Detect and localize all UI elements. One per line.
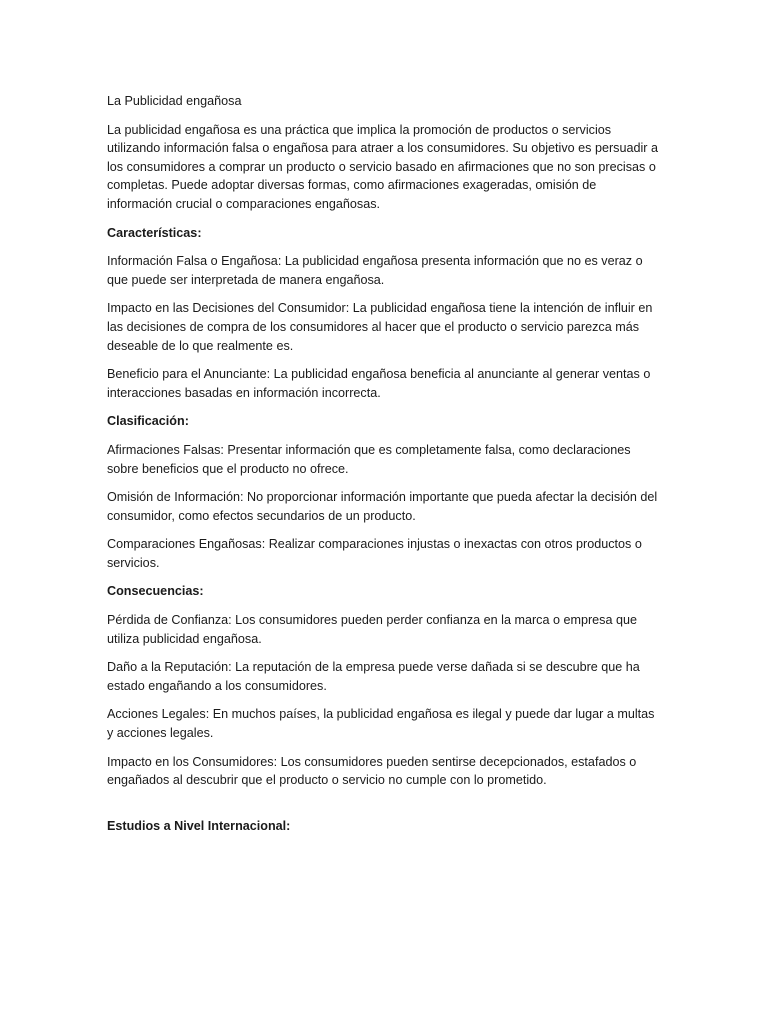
document-page xyxy=(107,92,662,845)
section-heading-caracteristicas: Características: xyxy=(107,225,202,240)
section-heading-clasificacion: Clasificación: xyxy=(107,414,189,429)
section-heading-estudios: Estudios a Nivel Internacional: xyxy=(107,818,291,833)
intro-paragraph: La publicidad engañosa es una práctica que implica la promoción de productos o servicios utilizando información falsa o engañosa para atraer a los consumidores. Su objetivo es persuadir a los consumidores a comprar un producto o servicio basado en afirmaciones que no son precisas o completas. Puede adoptar diversas formas, como afirmaciones exageradas, omisión de información crucial o comparaciones engañosas. xyxy=(107,122,658,211)
section-item: Daño a la Reputación: La reputación de la empresa puede verse dañada si se descubre que ha estado engañando a los consumidores. xyxy=(107,660,640,693)
section-item: Omisión de Información: No proporcionar información importante que pueda afectar la decisión del consumidor, como efectos secundarios de un producto. xyxy=(107,490,658,523)
section-item: Pérdida de Confianza: Los consumidores pueden perder confianza en la marca o empresa que utiliza publicidad engañosa. xyxy=(107,613,637,646)
section-item: Acciones Legales: En muchos países, la publicidad engañosa es ilegal y puede dar lugar a multas y acciones legales. xyxy=(107,707,655,741)
section-item: Impacto en las Decisiones del Consumidor: La publicidad engañosa tiene la intención de influir en las decisiones de compra de los consumidores al hacer que el producto o servicio parezca más deseable de lo que realmente es. xyxy=(107,301,653,353)
document-title: La Publicidad engañosa xyxy=(107,94,242,108)
section-item: Beneficio para el Anunciante: La publicidad engañosa beneficia al anunciante al generar ventas o interacciones basadas en información incorrecta. xyxy=(107,367,651,400)
section-item: Información Falsa o Engañosa: La publicidad engañosa presenta información que no es veraz o que puede ser interpretada de manera engañosa. xyxy=(107,254,643,287)
section-item: Afirmaciones Falsas: Presentar información que es completamente falsa, como declaraciones sobre beneficios que el producto no ofrece. xyxy=(107,442,631,476)
section-heading-consecuencias: Consecuencias: xyxy=(107,584,204,599)
section-item: Impacto en los Consumidores: Los consumidores pueden sentirse decepcionados, estafados o engañados al descubrir que el producto o servicio no cumple con lo prometido. xyxy=(107,754,637,788)
section-item: Comparaciones Engañosas: Realizar comparaciones injustas o inexactas con otros productos o servicios. xyxy=(107,537,642,570)
